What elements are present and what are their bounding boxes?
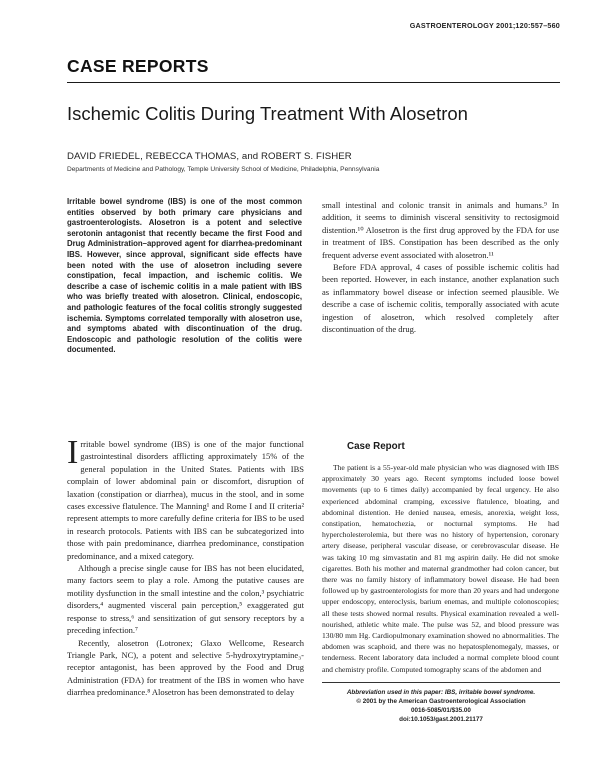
transit-paragraph: small intestinal and colonic transit in animals and humans.⁹ In addition, it seems to diminish visceral sensitivity to rectosigmoid distention.¹⁰ Alosetron is the first drug approved by the FDA for use in treatment of IBS. Constipation has been described as the only frequent adverse event associated with alosetron.¹¹ <box>322 200 559 260</box>
left-column-body <box>67 434 304 699</box>
drop-cap: I <box>67 434 79 471</box>
issn-line: 0016-5085/01/$35.00 <box>411 707 471 714</box>
alosetron-paragraph: Recently, alosetron (Lotronex; Glaxo Wellcome, Research Triangle Park, NC), a potent and selective 5-hydroxytryptamine₃-receptor antagonist, has been approved by the Food and Drug Administration (FDA) for treatment of the IBS in women who have diarrhea predominance.⁸ Alosetron has been demonstrated to delay <box>67 637 304 698</box>
case-report-paragraph: The patient is a 55-year-old male physician who was diagnosed with IBS approximately 30 years ago. Recent symptoms included loose bowel movements (up to 6 times daily) accompanied by fecal urgency. He also experienced abdominal cramping, excessive flatulence, bloating, and abdominal distention. He denied nausea, emesis, anorexia, weight loss, constipation, hematochezia, or nocturnal symptoms. He had hypercholesterolemia, but there was no history of hypertension, coronary artery disease, peripheral vascular disease, or cerebrovascular disease. He was taking 10 mg simvastatin and 81 mg aspirin daily. He did not smoke cigarettes. Both his mother and maternal grandmother had colon cancer, but there was no family history of inflammatory bowel disease. He had been followed up by gastroenterologists for more than 20 years and had undergone upper endoscopy, enteroclysis, barium enemas, and multiple colonoscopies; all these tests showed normal results. Physical examination revealed a well-nourished, athletic white male. The pulse was 52, and blood pressure was 130/80 mm Hg. Cardiopulmonary examination showed no abnormalities. The abdomen was scaphoid, and there was no hepatosplenomegaly, masses, or tenderness. Recent laboratory data included a normal complete blood count and chemistry profile. Computed tomography scans of the abdomen and <box>322 463 559 674</box>
section-divider <box>67 82 560 83</box>
author-affiliation: Departments of Medicine and Pathology, Temple University School of Medicine, Philadelphia, Pennsylvania <box>67 166 380 173</box>
doi-line: doi:10.1053/gast.2001.21177 <box>399 716 483 723</box>
copyright-line: © 2001 by the American Gastroenterological Association <box>356 698 526 705</box>
article-authors: DAVID FRIEDEL, REBECCA THOMAS, and ROBERT S. FISHER <box>67 151 352 162</box>
fda-paragraph: Before FDA approval, 4 cases of possible ischemic colitis had been reported. However, in each instance, another explanation such as inflammatory bowel disease or infection seemed plausible. We describe a case of ischemic colitis, temporally associated with acute ingestion of alosetron, which resolved completely after discontinuation of the drug. <box>322 262 559 335</box>
case-report-heading: Case Report <box>347 441 405 452</box>
journal-reference: GASTROENTEROLOGY 2001;120:557–560 <box>409 21 560 30</box>
abbreviation-note: Abbreviation used in this paper: IBS, irritable bowel syndrome. <box>346 689 536 696</box>
section-label: CASE REPORTS <box>67 56 209 76</box>
article-title: Ischemic Colitis During Treatment With Alosetron <box>67 103 468 124</box>
causes-paragraph: Although a precise single cause for IBS has not been elucidated, many factors seem to play a role. Among the putative causes are motility dysfunction in the small intestine and the colon,³ psychiatric disorders,⁴ augmented visceral pain perception,⁵ exaggerated gut response to stress,⁶ and sensitization of gut sensory receptors by a preceding infection.⁷ <box>67 563 304 636</box>
footnote-divider <box>322 682 560 683</box>
footnote-block <box>322 688 560 724</box>
intro-text: rritable bowel syndrome (IBS) is one of the major functional gastrointestinal disorders afflicting approximately 15% of the general population in the United States. Patients with IBS complain of lower abdominal pain or discomfort, disruption of laxation (constipation or diarrhea), mucus in the stool, and in some cases excessive flatulence. The Manning¹ and Rome I and II criteria² represent attempts to more carefully define criteria for IBS to be used in research protocols. Patients with IBS can be subcategorized into those with pain predominance, diarrhea predominance, constipation predominance, and a mixed category. <box>67 439 304 561</box>
abstract: Irritable bowel syndrome (IBS) is one of the most common entities observed by both primary care physicians and gastroenterologists. Alosetron is a potent and selective serotonin antagonist that recently became the first Food and Drug Administration–approved agent for diarrhea-predominant IBS. However, since approval, significant side effects have been noted with the use of alosetron including severe constipation, fecal impaction, and ischemic colitis. We describe a case of ischemic colitis in a male patient with IBS who was briefly treated with alosetron. Clinical, endoscopic, and pathologic features of the focal colitis strongly suggested ischemia. Symptoms correlated temporally with alosetron use, and symptoms abated with discontinuation of the drug. Endoscopic and pathologic resolution of the colitis were documented. <box>67 197 302 355</box>
right-column-body <box>322 199 559 335</box>
case-report-body <box>322 462 559 675</box>
intro-paragraph <box>67 434 304 562</box>
